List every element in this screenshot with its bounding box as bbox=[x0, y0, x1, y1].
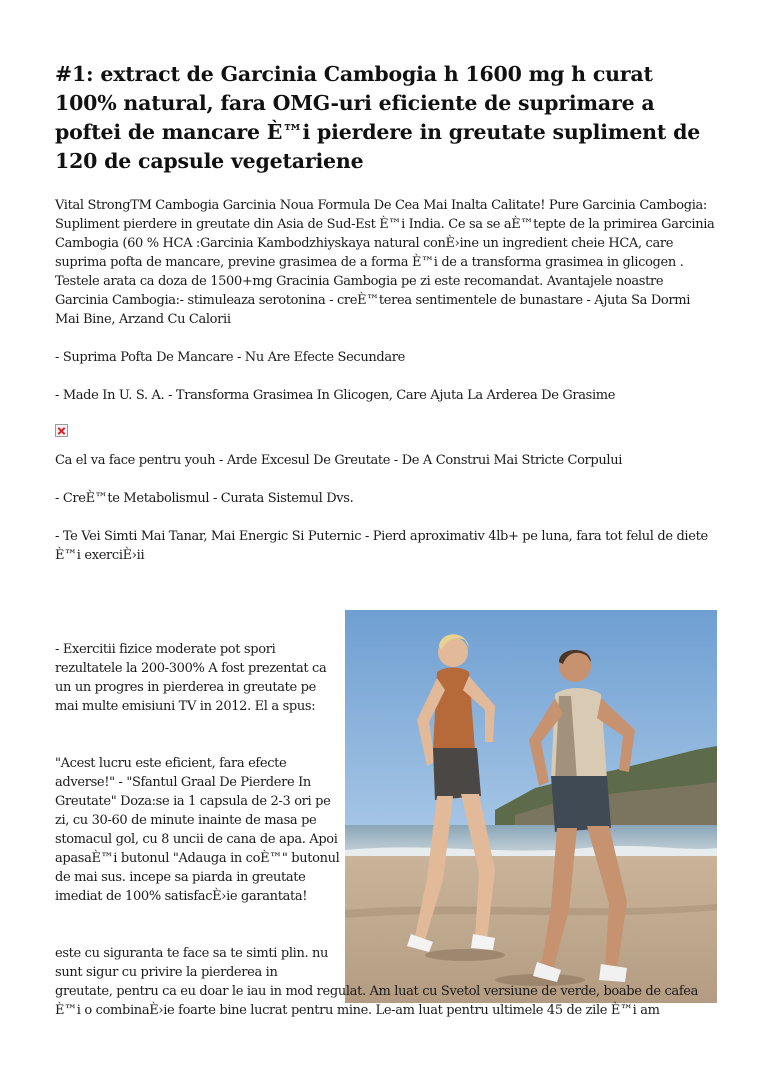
page-title: #1: extract de Garcinia Cambogia h 1600 mg h curat 100% natural, fara OMG-uri eficiente de suprimare a poftei de mancare È™i pierdere in greutate supliment de 120 de capsule vegetariene bbox=[55, 62, 701, 173]
broken-image-icon bbox=[55, 424, 68, 437]
intro-paragraph: Vital StrongTM Cambogia Garcinia Noua Formula De Cea Mai Inalta Calitate! Pure Garcinia Cambogia: Supliment pierdere in greutate din Asia de Sud-Est È™i India. Ce sa se aÈ™tepte de la primirea Garcinia Cambogia (60 % HCA :Garcinia Kambodzhiyskaya natural conÈ›ine un ingredient cheie HCA, care suprima pofta de mancare, previne grasimea de a forma È™i de a transforma grasimea in glicogen . Testele arata ca doza de 1500+mg Gracinia Gambogia pe zi este recomandat. Avantajele noastre Garcinia Cambogia:- stimuleaza serotonina - creÈ™terea sentimentele de bunastare - Ajuta Sa Dormi Mai Bine, Arzand Cu Calorii bbox=[55, 198, 715, 327]
quote-paragraph: "Acest lucru este eficient, fara efecte adverse!" - "Sfantul Graal De Pierdere In Greutate" Doza:se ia 1 capsula de 2-3 ori pe zi, cu 30-60 de minute inainte de masa pe stomacul gol, cu 8 uncii de cana de apa. Apoi apasaÈ™i butonul "Adauga in coÈ™" butonul de mai sus. incepe sa piarda in greutate imediat de 100% satisfacÈ›ie garantata! bbox=[55, 756, 340, 904]
youh-paragraph: Ca el va face pentru youh - Arde Excesul De Greutate - De A Construi Mai Stricte Corpului bbox=[55, 453, 623, 468]
runners-beach-photo bbox=[345, 610, 717, 1003]
metabolism-paragraph: - CreÈ™te Metabolismul - Curata Sistemul Dvs. bbox=[55, 491, 354, 506]
exercise-paragraph: - Exercitii fizice moderate pot spori rezultatele la 200-300% A fost prezentat ca un un progres in pierderea in greutate pe mai multe emisiuni TV in 2012. El a spus: bbox=[55, 642, 327, 714]
bullet-paragraph: - Suprima Pofta De Mancare - Nu Are Efecte Secundare bbox=[55, 350, 405, 365]
greutate-paragraph: greutate, pentru ca eu doar le iau in mod regulat. Am luat cu Svetol versiune de verde, boabe de cafea È™i o combinaÈ›ie foarte bine lucrat pentru mine. Le-am luat pentru ultimele 45 de zile È™i am bbox=[55, 984, 699, 1018]
document-page bbox=[55, 60, 715, 1018]
siguranta-paragraph: este cu siguranta te face sa te simti plin. nu sunt sigur cu privire la pierderea in bbox=[55, 946, 329, 980]
bullet-paragraph: - Made In U. S. A. - Transforma Grasimea In Glicogen, Care Ajuta La Arderea De Grasime bbox=[55, 388, 616, 403]
younger-paragraph: - Te Vei Simti Mai Tanar, Mai Energic Si Puternic - Pierd aproximativ 4lb+ pe luna, fara tot felul de diete È™i exerciÈ›ii bbox=[55, 529, 708, 563]
